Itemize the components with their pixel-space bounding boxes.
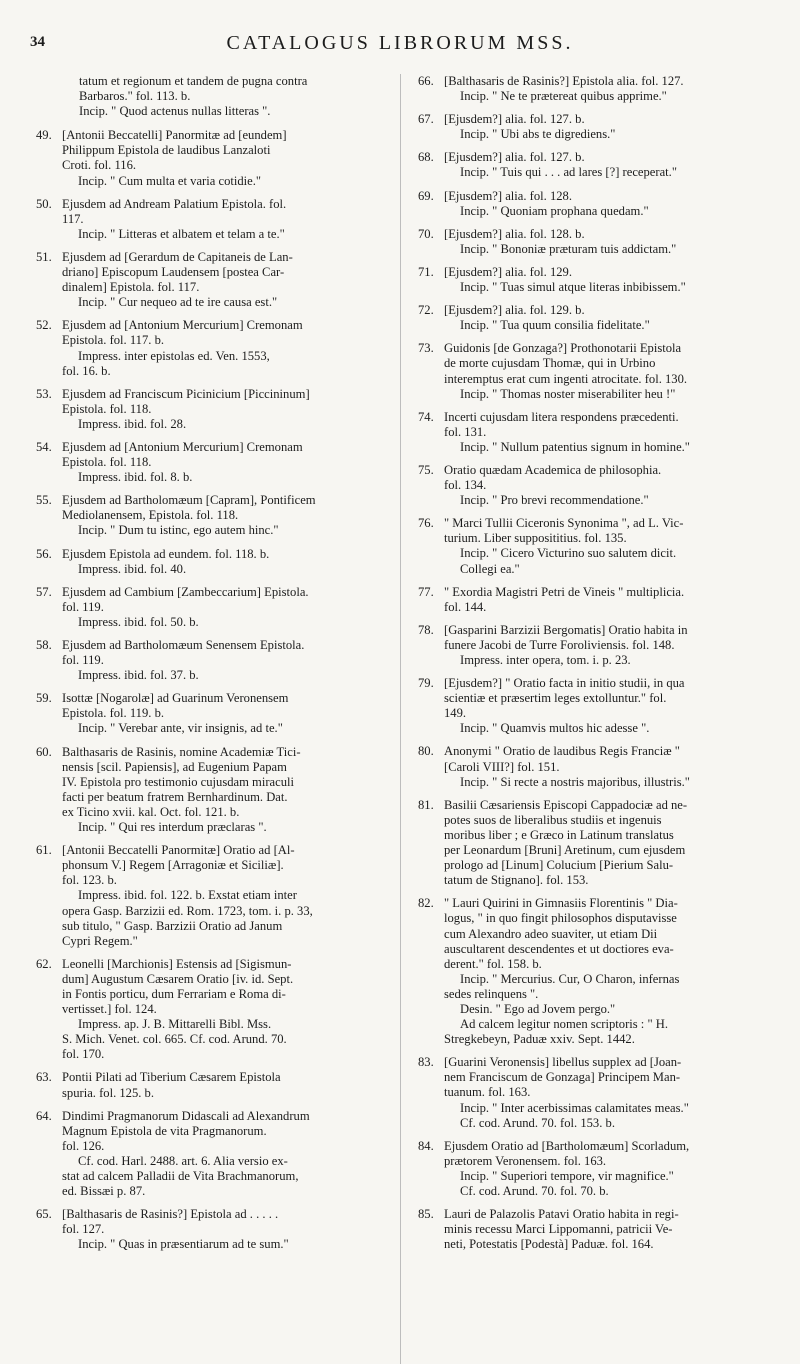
entry-line: [Caroli VIII?] fol. 151. <box>444 759 560 774</box>
entry-line: Ejusdem ad Franciscum Picinicium [Piccininum] <box>62 386 310 401</box>
catalog-entry <box>418 516 768 576</box>
entry-line: facti per beatum fratrem Bernhardinum. Dat. <box>62 789 288 804</box>
entry-line: Cf. cod. Arund. 70. fol. 70. b. <box>460 1184 609 1198</box>
entry-line: Impress. ap. J. B. Mittarelli Bibl. Mss. <box>78 1017 272 1032</box>
entry-number: 66. <box>418 74 434 88</box>
catalog-entry <box>418 896 768 1047</box>
entry-text <box>62 547 386 577</box>
entry-line: [Ejusdem?] alia. fol. 127. b. <box>444 150 585 165</box>
entry-text <box>62 318 386 378</box>
catalog-entry <box>36 691 386 736</box>
entry-line: Incip. " Superiori tempore, vir magnifice." <box>460 1168 674 1183</box>
entry-line: Impress. ibid. fol. 8. b. <box>78 470 193 485</box>
entry-line: prologo ad [Linum] Colucium [Pierium Salu- <box>444 858 674 873</box>
entry-line: Basilii Cæsariensis Episcopi Cappadociæ ad ne- <box>444 797 688 812</box>
entry-number: 56. <box>36 546 52 561</box>
entry-line: ed. Bissæi p. 87. <box>62 1184 146 1199</box>
entry-line: Impress. ibid. fol. 40. <box>78 561 187 576</box>
entry-line: fol. 131. <box>444 424 487 439</box>
entry-text <box>444 1207 768 1252</box>
entry-line: fol. 119. <box>62 599 104 614</box>
running-title: CATALOGUS LIBRORUM MSS. <box>226 32 574 54</box>
entry-text <box>444 516 768 576</box>
entry-line: opera Gasp. Barzizii ed. Rom. 1723, tom. i. p. 33, <box>62 903 313 918</box>
entry-text <box>444 896 768 1047</box>
entry-text <box>62 691 386 736</box>
entry-line: Ejusdem ad Cambium [Zambeccarium] Epistola. <box>62 584 309 599</box>
left-column <box>36 74 386 1260</box>
entry-number: 55. <box>36 493 52 508</box>
entry-text <box>444 303 768 333</box>
entry-line: Epistola. fol. 118. <box>62 401 152 416</box>
entry-line: Incip. " Ne te prætereat quibus apprime." <box>460 89 667 104</box>
entry-line: nensis [scil. Papiensis], ad Eugenium Papam <box>62 759 287 774</box>
entry-line: Incip. " Quamvis multos hic adesse ". <box>460 721 650 736</box>
catalog-entry <box>36 638 386 683</box>
catalog-entry <box>418 189 768 219</box>
entry-line: Incip. " Tua quum consilia fidelitate." <box>460 318 650 333</box>
entry-line: Epistola. fol. 119. b. <box>62 706 165 721</box>
entry-number: 71. <box>418 264 434 279</box>
entry-line: fol. 127. <box>62 1222 105 1237</box>
catalog-entry <box>418 463 768 508</box>
entry-line: Ejusdem Oratio ad [Bartholomæum] Scorladum, <box>444 1138 690 1153</box>
entry-line: Incip. " Nullum patentius signum in homine." <box>460 439 690 454</box>
entry-number: 70. <box>418 226 434 241</box>
entry-text <box>62 493 386 538</box>
entry-line: Mediolanensem, Epistola. fol. 118. <box>62 508 239 523</box>
catalog-entry <box>418 341 768 401</box>
entry-number: 76. <box>418 516 434 531</box>
entry-number: 63. <box>36 1070 52 1085</box>
catalog-entry <box>418 227 768 257</box>
entry-line: Epistola. fol. 118. <box>62 455 152 470</box>
entry-line: Ejusdem ad Bartholomæum [Capram], Pontificem <box>62 493 316 508</box>
entry-line: Incerti cujusdam litera respondens præcedenti. <box>444 409 679 424</box>
entry-line: 117. <box>62 211 84 226</box>
catalog-entry <box>418 112 768 142</box>
entry-line: Cf. cod. Harl. 2488. art. 6. Alia versio ex- <box>78 1153 288 1168</box>
entry-number: 78. <box>418 622 434 637</box>
entry-line: " Marci Tullii Ciceronis Synonima ", ad L. Vic- <box>444 516 684 531</box>
entry-text <box>62 440 386 485</box>
entry-line: Incip. " Inter acerbissimas calamitates meas." <box>460 1100 689 1115</box>
entry-number: 81. <box>418 797 434 812</box>
entry-number: 61. <box>36 843 52 858</box>
entry-line: driano] Episcopum Laudensem [postea Car- <box>62 265 285 280</box>
entry-line: " Lauri Quirini in Gimnasiis Florentinis " Dia- <box>444 896 678 911</box>
catalog-entry <box>418 1055 768 1130</box>
entry-number: 59. <box>36 691 52 706</box>
entry-line: 149. <box>444 706 467 721</box>
entry-text <box>62 128 386 188</box>
entry-line: Impress. inter opera, tom. i. p. 23. <box>460 653 631 667</box>
entry-line: Epistola. fol. 117. b. <box>62 333 165 348</box>
entry-line: sub titulo, " Gasp. Barzizii Oratio ad Janum <box>62 918 283 933</box>
entry-line: nem Franciscum de Gonzaga] Principem Man- <box>444 1070 681 1085</box>
entry-line: Incip. " Si recte a nostris majoribus, illustris." <box>460 774 690 789</box>
entry-line: Ejusdem ad [Gerardum de Capitaneis de Lan- <box>62 249 293 264</box>
entry-number: 67. <box>418 112 434 127</box>
entry-line: Guidonis [de Gonzaga?] Prothonotarii Epistola <box>444 341 682 356</box>
entry-line: Impress. ibid. fol. 50. b. <box>78 614 199 629</box>
entry-line: de morte cujusdam Thomæ, qui in Urbino <box>444 356 656 371</box>
catalog-entry <box>36 493 386 538</box>
entry-number: 60. <box>36 744 52 759</box>
catalog-entry <box>418 74 768 104</box>
entry-number: 58. <box>36 638 52 652</box>
entry-line: Incip. " Cicero Victurino suo salutem dicit. <box>460 546 677 561</box>
entry-line: Incip. " Cur nequeo ad te ire causa est." <box>78 295 278 310</box>
entry-number: 52. <box>36 318 52 333</box>
entry-line: Ejusdem ad [Antonium Mercurium] Cremonam <box>62 439 303 454</box>
entry-line: potes suos de liberalibus studiis et ingenuis <box>444 812 662 827</box>
entry-line: logus, " in quo fingit philosophos disputavisse <box>444 911 677 926</box>
entry-text <box>62 638 386 683</box>
entry-text <box>444 676 768 736</box>
entry-text <box>444 112 768 142</box>
entry-line: S. Mich. Venet. col. 665. Cf. cod. Arund. 70. <box>62 1032 287 1047</box>
entry-text <box>444 410 768 455</box>
entry-line: Philippum Epistola de laudibus Lanzaloti <box>62 143 271 158</box>
entry-line: Incip. " Thomas noster miserabiliter heu !" <box>460 386 676 401</box>
entry-number: 73. <box>418 341 434 356</box>
entry-line: Impress. ibid. fol. 37. b. <box>78 668 199 683</box>
entry-line: Incip. " Qui res interdum præclaras ". <box>78 820 267 835</box>
entry-line: in Fontis porticu, dum Ferrariam e Roma di- <box>62 986 286 1001</box>
entry-line: Magnum Epistola de vita Pragmanorum. <box>62 1123 267 1138</box>
catalog-entry <box>36 197 386 242</box>
entry-line: derent." fol. 158. b. <box>444 956 542 971</box>
entry-line: fol. 123. b. <box>62 873 117 888</box>
entry-line: dum] Augustum Cæsarem Oratio [iv. id. Sept. <box>62 971 294 986</box>
entry-line: phonsum V.] Regem [Arragoniæ et Siciliæ]. <box>62 858 284 873</box>
entry-line: [Ejusdem?] " Oratio facta in initio studii, in qua <box>444 676 685 691</box>
entry-text <box>444 189 768 219</box>
entry-line: fol. 134. <box>444 478 487 493</box>
entry-text <box>444 150 768 180</box>
entry-number: 79. <box>418 676 434 691</box>
entry-line: Incip. " Mercurius. Cur, O Charon, infernas <box>460 971 680 986</box>
entry-text <box>62 1207 386 1252</box>
entry-number: 82. <box>418 896 434 911</box>
entry-text <box>444 798 768 889</box>
entry-line: scientiæ et præsertim leges extolluntur." fol. <box>444 691 667 706</box>
entry-line: Incip. " Verebar ante, vir insignis, ad te." <box>78 721 283 736</box>
entry-text <box>62 745 386 836</box>
entry-text <box>62 1070 386 1100</box>
entry-line: stat ad calcem Palladii de Vita Brachmanorum, <box>62 1169 299 1183</box>
entry-line: Desin. " Ego ad Jovem pergo." <box>460 1001 616 1016</box>
entry-number: 50. <box>36 196 52 211</box>
entry-number: 69. <box>418 188 434 203</box>
entry-line: Isottæ [Nogarolæ] ad Guarinum Veronensem <box>62 691 289 706</box>
entry-line: Incip. " Pro brevi recommendatione." <box>460 493 649 508</box>
entry-line: interemptus erat cum ingenti atrocitate. fol. 130. <box>444 371 688 386</box>
entry-line: Ejusdem Epistola ad eundem. fol. 118. b. <box>62 546 270 561</box>
column-divider <box>400 74 401 1364</box>
catalog-entry <box>36 843 386 949</box>
entry-line: tuanum. fol. 163. <box>444 1085 531 1100</box>
entry-line: Incip. " Quoniam prophana quedam." <box>460 203 649 218</box>
entry-number: 65. <box>36 1207 52 1222</box>
continuation-text <box>36 74 386 119</box>
catalog-entry <box>36 1070 386 1100</box>
entry-line: [Ejusdem?] alia. fol. 128. <box>444 188 572 203</box>
entry-line: neti, Potestatis [Podestà] Paduæ. fol. 164. <box>444 1237 654 1252</box>
entry-line: minis recessu Marci Lippomanni, patricii Ve- <box>444 1222 673 1237</box>
continuation-line: tatum et regionum et tandem de pugna contra <box>79 74 308 88</box>
catalog-entry <box>36 957 386 1063</box>
catalog-entry <box>36 440 386 485</box>
entry-line: tatum de Stignano]. fol. 153. <box>444 873 589 888</box>
entry-line: Ejusdem ad [Antonium Mercurium] Cremonam <box>62 318 303 333</box>
entry-text <box>444 341 768 401</box>
entry-line: Incip. " Ubi abs te digrediens." <box>460 127 616 142</box>
entry-number: 77. <box>418 584 434 599</box>
entry-line: per Leonardum [Bruni] Aretinum, cum ejusdem <box>444 843 686 858</box>
entry-text <box>62 387 386 432</box>
page-header <box>0 34 800 62</box>
entry-line: Croti. fol. 116. <box>62 158 137 173</box>
catalog-entry <box>36 387 386 432</box>
entry-number: 49. <box>36 128 52 143</box>
entry-line: fol. 126. <box>62 1138 105 1153</box>
entry-number: 57. <box>36 584 52 599</box>
entry-text <box>444 265 768 295</box>
entry-number: 68. <box>418 150 434 165</box>
entry-line: [Guarini Veronensis] libellus supplex ad [Joan- <box>444 1055 682 1070</box>
entry-line: cum Alexandro adeo suaviter, ut etiam Dii <box>444 926 658 941</box>
catalog-entry <box>418 265 768 295</box>
entry-line: moribus liber ; e Græco in Latinum translatus <box>444 827 674 842</box>
entry-text <box>444 585 768 615</box>
entry-text <box>444 1139 768 1199</box>
entry-line: Cypri Regem." <box>62 933 138 948</box>
catalog-entry <box>418 798 768 889</box>
entry-line: fol. 144. <box>444 599 487 614</box>
entry-line: vertisset.] fol. 124. <box>62 1002 157 1017</box>
entry-line: Cf. cod. Arund. 70. fol. 153. b. <box>460 1115 615 1130</box>
entry-line: spuria. fol. 125. b. <box>62 1085 154 1100</box>
catalog-entry <box>418 410 768 455</box>
entry-line: dinalem] Epistola. fol. 117. <box>62 280 200 295</box>
entry-number: 62. <box>36 956 52 971</box>
catalog-entry <box>418 303 768 333</box>
entry-number: 74. <box>418 409 434 424</box>
entry-line: [Gasparini Barzizii Bergomatis] Oratio habita in <box>444 622 688 637</box>
entry-line: [Balthasaris de Rasinis?] Epistola ad . . . . . <box>62 1207 279 1222</box>
entry-text <box>62 197 386 242</box>
entry-text <box>444 1055 768 1130</box>
entry-line: Dindimi Pragmanorum Didascali ad Alexandrum <box>62 1108 310 1123</box>
continuation-line: Barbaros." fol. 113. b. <box>79 89 191 104</box>
catalog-entry <box>418 623 768 668</box>
entry-line: ex Ticino xvii. kal. Oct. fol. 121. b. <box>62 804 240 819</box>
catalog-entry <box>36 1109 386 1200</box>
entry-text <box>62 250 386 310</box>
entry-line: Incip. " Cum multa et varia cotidie." <box>78 173 262 188</box>
entry-line: [Ejusdem?] alia. fol. 127. b. <box>444 112 585 127</box>
entry-line: Lauri de Palazolis Patavi Oratio habita in regi- <box>444 1207 679 1222</box>
catalog-entry <box>418 676 768 736</box>
entry-number: 64. <box>36 1108 52 1123</box>
entry-number: 80. <box>418 744 434 759</box>
entry-number: 75. <box>418 462 434 477</box>
catalog-entry <box>36 745 386 836</box>
catalog-entry <box>36 128 386 188</box>
entry-text <box>62 843 386 949</box>
entry-line: Impress. ibid. fol. 28. <box>78 416 187 431</box>
entry-line: auscultarent descendentes et ut doctiores eva- <box>444 941 674 956</box>
entry-line: " Exordia Magistri Petri de Vineis " multiplicia. <box>444 584 685 599</box>
right-column <box>418 74 768 1260</box>
entry-line: Ejusdem ad Bartholomæum Senensem Epistola. <box>62 638 305 652</box>
catalog-entry <box>36 318 386 378</box>
entry-line: Incip. " Tuas simul atque literas inbibissem." <box>460 280 686 295</box>
catalog-entry <box>418 744 768 789</box>
entry-line: Oratio quædam Academica de philosophia. <box>444 462 662 477</box>
catalog-entry <box>36 1207 386 1252</box>
entry-line: Incip. " Bononiæ præturam tuis addictam." <box>460 241 677 256</box>
entry-line: Incip. " Quas in præsentiarum ad te sum." <box>78 1237 289 1252</box>
entry-line: IV. Epistola pro testimonio cujusdam miraculi <box>62 774 295 789</box>
catalog-entry <box>418 150 768 180</box>
entry-line: fol. 170. <box>62 1047 105 1062</box>
entry-line: prætorem Veronensem. fol. 163. <box>444 1153 607 1168</box>
entry-line: Balthasaris de Rasinis, nomine Academiæ Tici- <box>62 744 301 759</box>
entry-line: [Ejusdem?] alia. fol. 129. <box>444 264 572 279</box>
entry-line: Collegi ea." <box>460 561 520 576</box>
entry-line: [Ejusdem?] alia. fol. 128. b. <box>444 226 585 241</box>
entry-number: 84. <box>418 1138 434 1153</box>
entry-line: fol. 119. <box>62 653 104 668</box>
entry-number: 85. <box>418 1207 434 1222</box>
entry-text <box>444 744 768 789</box>
entry-text <box>444 227 768 257</box>
entry-line: Impress. inter epistolas ed. Ven. 1553, <box>78 348 270 363</box>
entry-line: sedes relinquens ". <box>444 986 539 1001</box>
entry-number: 72. <box>418 303 434 318</box>
entry-line: Ejusdem ad Andream Palatium Epistola. fol. <box>62 196 287 211</box>
entry-line: Anonymi " Oratio de laudibus Regis Franciæ " <box>444 744 680 759</box>
page-number: 34 <box>30 34 45 50</box>
left-entry-list <box>36 128 386 1252</box>
entry-text <box>62 957 386 1063</box>
entry-text <box>62 585 386 630</box>
entry-line: Pontii Pilati ad Tiberium Cæsarem Epistola <box>62 1070 281 1085</box>
entry-text <box>444 74 768 104</box>
entry-line: fol. 16. b. <box>62 363 111 378</box>
catalog-entry <box>418 585 768 615</box>
entry-line: turium. Liber supposititius. fol. 135. <box>444 531 627 546</box>
entry-line: Incip. " Dum tu istinc, ego autem hinc." <box>78 523 279 538</box>
entry-number: 51. <box>36 249 52 264</box>
entry-line: [Antonii Beccatelli Panormitæ] Oratio ad [Al- <box>62 843 295 858</box>
catalog-entry <box>36 547 386 577</box>
catalog-entry <box>36 250 386 310</box>
entry-line: funere Jacobi de Turre Foroliviensis. fol. 148. <box>444 637 675 652</box>
entry-line: [Antonii Beccatelli] Panormitæ ad [eundem] <box>62 128 287 143</box>
continuation-line: Incip. " Quod actenus nullas litteras ". <box>79 104 271 119</box>
entry-text <box>62 1109 386 1200</box>
catalog-entry <box>36 585 386 630</box>
entry-line: Incip. " Litteras et albatem et telam a te." <box>78 226 285 241</box>
entry-text <box>444 623 768 668</box>
entry-number: 54. <box>36 439 52 454</box>
entry-line: Impress. ibid. fol. 122. b. Exstat etiam inter <box>78 888 297 903</box>
entry-number: 53. <box>36 386 52 401</box>
entry-line: [Ejusdem?] alia. fol. 129. b. <box>444 303 585 318</box>
right-entry-list <box>418 74 768 1252</box>
entry-line: Stregkebeyn, Paduæ xxiv. Sept. 1442. <box>444 1032 635 1047</box>
entry-line: Incip. " Tuis qui . . . ad lares [?] receperat." <box>460 165 677 180</box>
entry-line: [Balthasaris de Rasinis?] Epistola alia. fol. 127. <box>444 74 684 88</box>
entry-line: Leonelli [Marchionis] Estensis ad [Sigismun- <box>62 956 292 971</box>
entry-text <box>444 463 768 508</box>
entry-number: 83. <box>418 1055 434 1070</box>
catalog-entry <box>418 1207 768 1252</box>
catalog-entry <box>418 1139 768 1199</box>
entry-line: Ad calcem legitur nomen scriptoris : " H. <box>460 1017 668 1032</box>
